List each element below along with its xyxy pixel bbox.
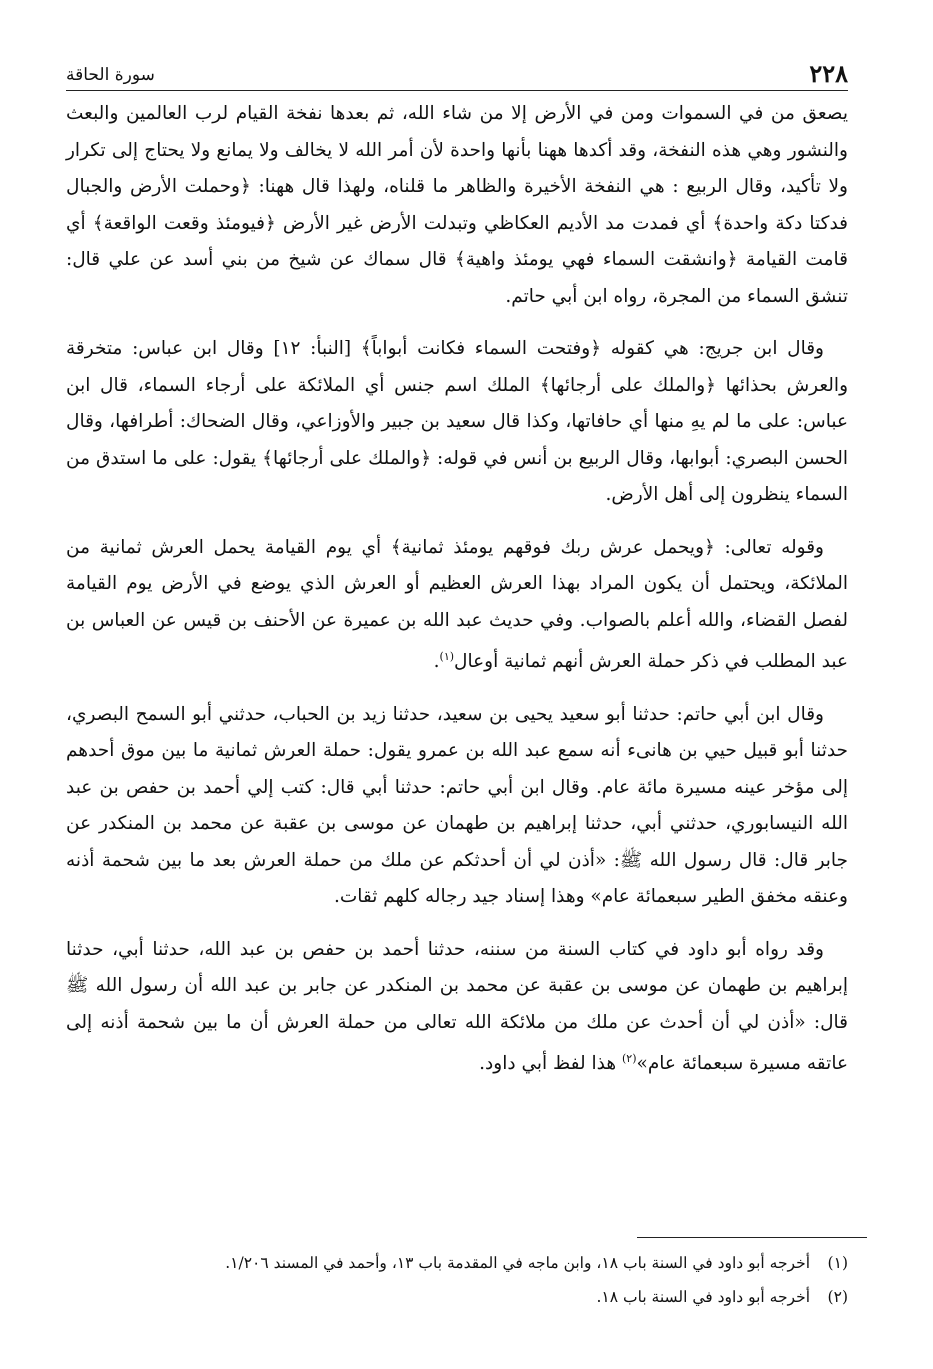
paragraph-5 — [66, 932, 848, 1083]
footnote-text: أخرجه أبو داود في السنة باب ١٨، وابن ماجه في المقدمة باب ١٣، وأحمد في المسند ١/٢٠٦. — [225, 1254, 810, 1272]
paragraph-text: وقال ابن جريج: هي كقوله ﴿وفتحت السماء فكانت أبواباً﴾ [النبأ: ١٢] وقال ابن عباس: متخرقة والعرش بحذائها ﴿والملك على أرجائها﴾ الملك اسم جنس أي الملائكة على أرجاء السماء، قال ابن عباس: على ما لم يهِ منها أي حافاتها، وكذا قال سعيد بن جبير والأوزاعي، وقال الضحاك: أطرافها، وقال الحسن البصري: أبوابها، وقال الربيع بن أنس في قوله: ﴿والملك على أرجائها﴾ يقول: على ما استدق من السماء ينظرون إلى أهل الأرض. — [66, 338, 849, 505]
footnotes — [66, 1246, 848, 1314]
paragraph-text: وقد رواه أبو داود في كتاب السنة من سننه، حدثنا أحمد بن حفص بن عبد الله، حدثنا أبي، حدثنا إبراهيم بن طهمان عن موسى بن عقبة عن محمد بن المنكدر عن جابر بن عبد الله أن رسول الله ﷺ قال: «أذن لي أن أحدث عن ملك من ملائكة الله تعالى من حملة العرش أن ما بين شحمة أذنه إلى عاتقه مسيرة سبعمائة عام» — [66, 938, 848, 1075]
paragraph-text: وقال ابن أبي حاتم: حدثنا أبو سعيد يحيى بن سعيد، حدثنا زيد بن الحباب، حدثني أبو السمح البصري، حدثنا أبو قبيل حيي بن هانىء أنه سمع عبد الله بن عمرو يقول: حملة العرش ثمانية ما بين موق أحدهم إلى مؤخر عينه مسيرة مائة عام. وقال ابن أبي حاتم: حدثنا أبي قال: كتب إلي أحمد بن حفص بن عبد الله النيسابوري، حدثني أبي، حدثنا إبراهيم بن طهمان عن موسى بن عقبة عن محمد بن المنكدر عن جابر قال: قال رسول الله ﷺ: «أذن لي أن أحدثكم عن ملك من حملة العرش بعد ما بين شحمة أذنه وعنقه مخفق الطير سبعمائة عام» وهذا إسناد جيد رجاله كلهم ثقات. — [66, 703, 848, 908]
paragraph-text: يصعق من في السموات ومن في الأرض إلا من شاء الله، ثم بعدها نفخة القيام لرب العالمين والبعث والنشور وهي هذه النفخة، وقد أكدها ههنا بأنها واحدة لأن أمر الله لا يخالف ولا يمانع ولا يحتاج إلى تكرار ولا تأكيد، وقال الربيع : هي النفخة الأخيرة والظاهر ما قلناه، ولهذا قال ههنا: ﴿وحملت الأرض والجبال فدكتا دكة واحدة﴾ أي فمدت مد الأديم العكاظي وتبدلت الأرض غير الأرض ﴿فيومئذ وقعت الواقعة﴾ أي قامت القيامة ﴿وانشقت السماء فهي يومئذ واهية﴾ قال سماك عن شيخ من بني أسد عن علي قال: تنشق السماء من المجرة، رواه ابن أبي حاتم. — [66, 103, 848, 307]
paragraph-text: وقوله تعالى: ﴿ويحمل عرش ربك فوقهم يومئذ ثمانية﴾ أي يوم القيامة يحمل العرش ثمانية من الملائكة، ويحتمل أن يكون المراد بهذا العرش العظيم أو العرش الذي يوضع في الأرض يوم القيامة لفصل القضاء، والله أعلم بالصواب. وفي حديث عبد الله بن عميرة عن الأحنف بن قيس عن العباس بن عبد المطلب في ذكر حملة العرش أنهم ثمانية أوعال — [66, 536, 848, 673]
paragraph-3: وقوله تعالى: ﴿ويحمل عرش ربك فوقهم يومئذ ثمانية﴾ أي يوم القيامة يحمل العرش ثمانية من الملائكة، ويحتمل أن يكون المراد بهذا العرش العظيم أو العرش الذي يوضع في الأرض يوم القيامة لفصل القضاء، والله أعلم بالصواب. وفي حديث عبد الله بن عميرة عن الأحنف بن قيس عن العباس بن عبد المطلب في ذكر حملة العرش أنهم ثمانية أوعال$^{(١)}$. — [66, 536, 848, 673]
surah-title: سورة الحاقة — [66, 65, 155, 85]
paragraph-2 — [66, 331, 848, 514]
running-header — [66, 58, 848, 91]
footnote-number: (٢) — [827, 1288, 848, 1306]
footnote-ref-1[interactable]: (١) — [439, 650, 455, 663]
paragraph-ending: هذا لفظ أبي داود. — [479, 1053, 622, 1075]
footnote-ref-2[interactable]: (٢) — [621, 1052, 637, 1066]
footnote-item — [66, 1280, 848, 1314]
footnote-number: (١) — [827, 1254, 848, 1272]
footnote-item — [66, 1246, 848, 1280]
main-text — [66, 96, 848, 1099]
page-number: ٢٢٨ — [809, 59, 848, 88]
paragraph-4 — [66, 697, 848, 916]
footnote-divider — [637, 1237, 867, 1238]
footnote-text: أخرجه أبو داود في السنة باب ١٨. — [596, 1288, 810, 1306]
paragraph-1 — [66, 96, 848, 315]
